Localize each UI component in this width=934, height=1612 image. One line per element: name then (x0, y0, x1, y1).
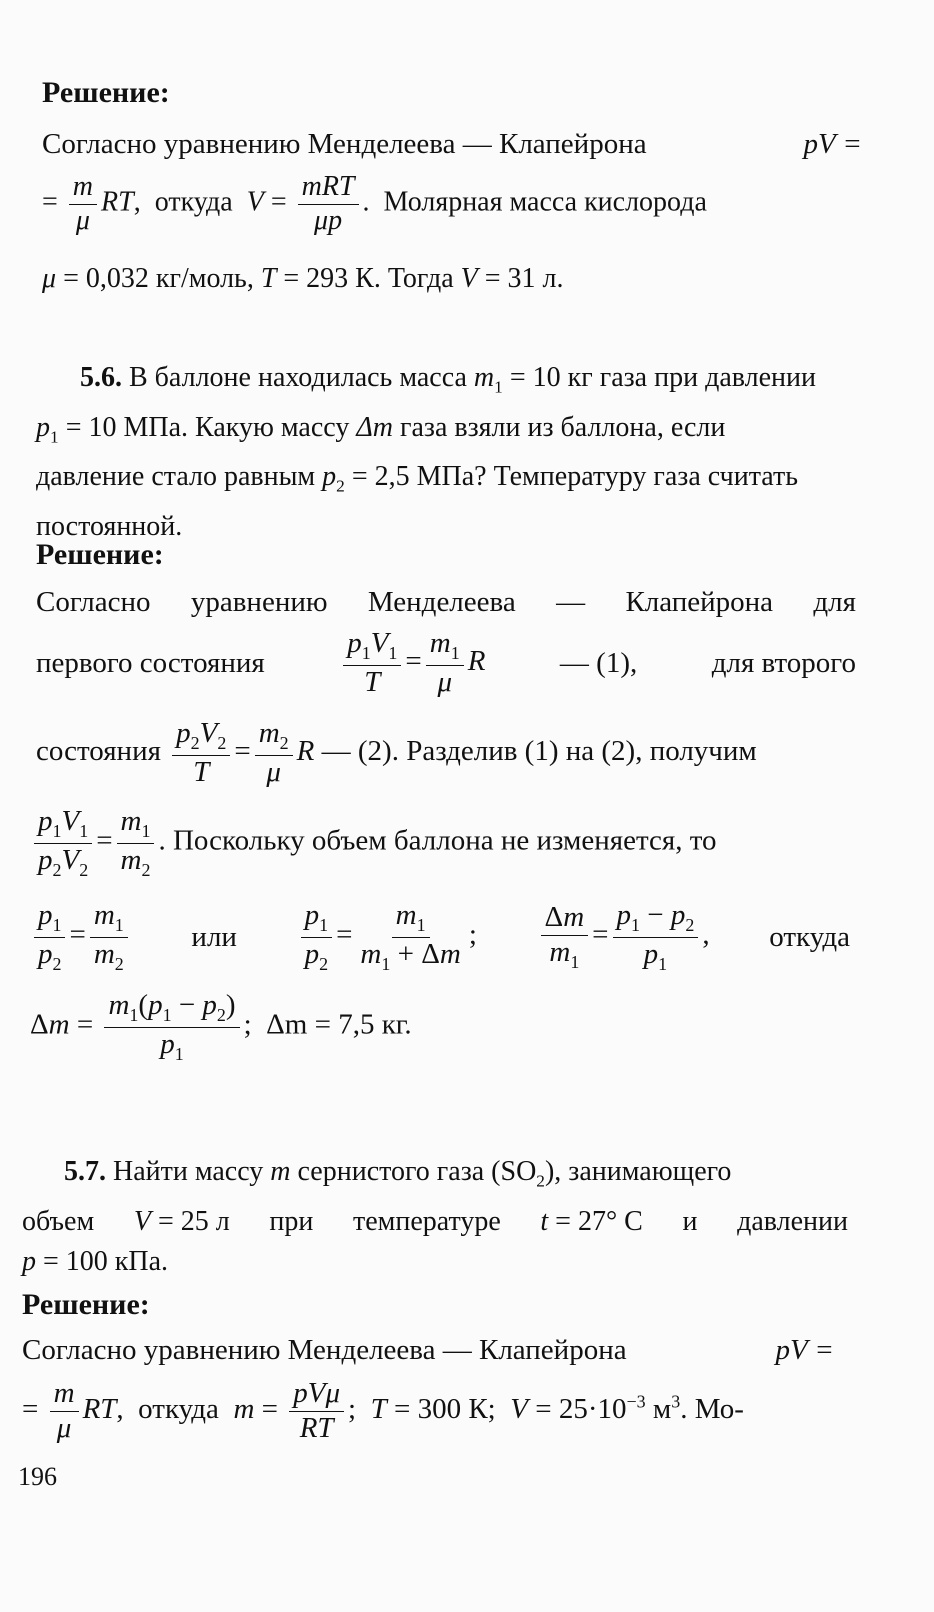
problem-number: 5.6. (80, 362, 122, 393)
solution-5-6-line-6: Δm = $\frac{m_1(p_1 - p_2)}{p_1}$ ; Δm = 7,5 кг. (30, 989, 412, 1064)
result-5-6: Δm = 7,5 кг. (266, 1008, 412, 1041)
solution-5-7-line-1: Согласно уравнению Менделеева — Клапейрона pV = (22, 1334, 834, 1366)
solution-5-7-eq-start: pV = (775, 1334, 834, 1366)
solution-5-5-intro: Согласно уравнению Менделеева — Клапейрона (42, 128, 647, 160)
solution-5-6-line-1: Согласно уравнению Менделеева — Клапейрона для (36, 586, 856, 618)
solution-heading: Решение: (36, 538, 164, 571)
fraction-m-over-mu: $\frac{m}{\mu}$ (69, 172, 97, 237)
problem-5-7: 5.7. Найти массу m сернистого газа $(SO_2)$, занимающего объем V = 25 л при температуре t = 27° C и давлении p = 100 кПа. (22, 1156, 848, 1277)
solution-5-5-line-2: = $\frac{m}{\mu}$ RT, откуда V = $\frac{\text{mRT}}{\mu p}$ . Молярная масса кислорода (42, 171, 707, 236)
solution-heading: Решение: (22, 1288, 150, 1321)
solution-5-6-line-3: состояния $\frac{p_2V_2}{T}$ = $\frac{m_2}{\mu}$ R — (2). Разделив (1) на (2), получим (36, 717, 757, 788)
problem-5-6: 5.6. В баллоне находилась масса $m_1 = 10$ кг газа при давлении $p_1 = 10$ МПа. Какую массу Δm газа взяли из баллона, если давление стало равным $p_2 = 2,5$ МПа? Температуру газа считать постоянной. (36, 362, 816, 542)
solution-5-5-line-3: μ = 0,032 кг/моль, T = 293 К. Тогда V = 31 л. (42, 263, 564, 294)
solution-heading: Решение: (42, 76, 170, 109)
equation-1: $\frac{p_1V_1}{T}$ = $\frac{m_1}{\mu}$ R (339, 628, 485, 698)
problem-number: 5.7. (64, 1156, 106, 1187)
solution-5-6-line-4: $\frac{p_1V_1}{p_2V_2}$ = $\frac{m_1}{m_2}$ . Поскольку объем баллона не изменяется, то (30, 806, 717, 880)
solution-5-5-line-1 (42, 128, 862, 161)
page-number: 196 (18, 1462, 57, 1491)
solution-5-5-eq-start: pV = (803, 128, 862, 160)
solution-5-7-line-2: = $\frac{m}{\mu}$ RT, откуда m = $\frac{\text{pVμ}}{RT}$ ; T = 300 К; $V = 25\cdot 10^{-3}$ $м^3$. Мо- (22, 1377, 744, 1444)
solution-5-6-line-2: первого состояния $\frac{p_1V_1}{T}$ = $\frac{m_1}{\mu}$ R — (1), для второго (36, 627, 856, 698)
solution-5-6-line-5: $\frac{p_1}{p_2}$ = $\frac{m_1}{m_2}$ или $\frac{p_1}{p_2}$ = $\frac{m_1}{m_1 + \Delta m}$ ; $\frac{\Delta m}{m_1}$ = $\frac{p_1 - p_2}{p_1}$ , откуда (30, 900, 850, 974)
fraction-mRT-over-mup: $\frac{\text{mRT}}{\mu p}$ (298, 172, 359, 237)
